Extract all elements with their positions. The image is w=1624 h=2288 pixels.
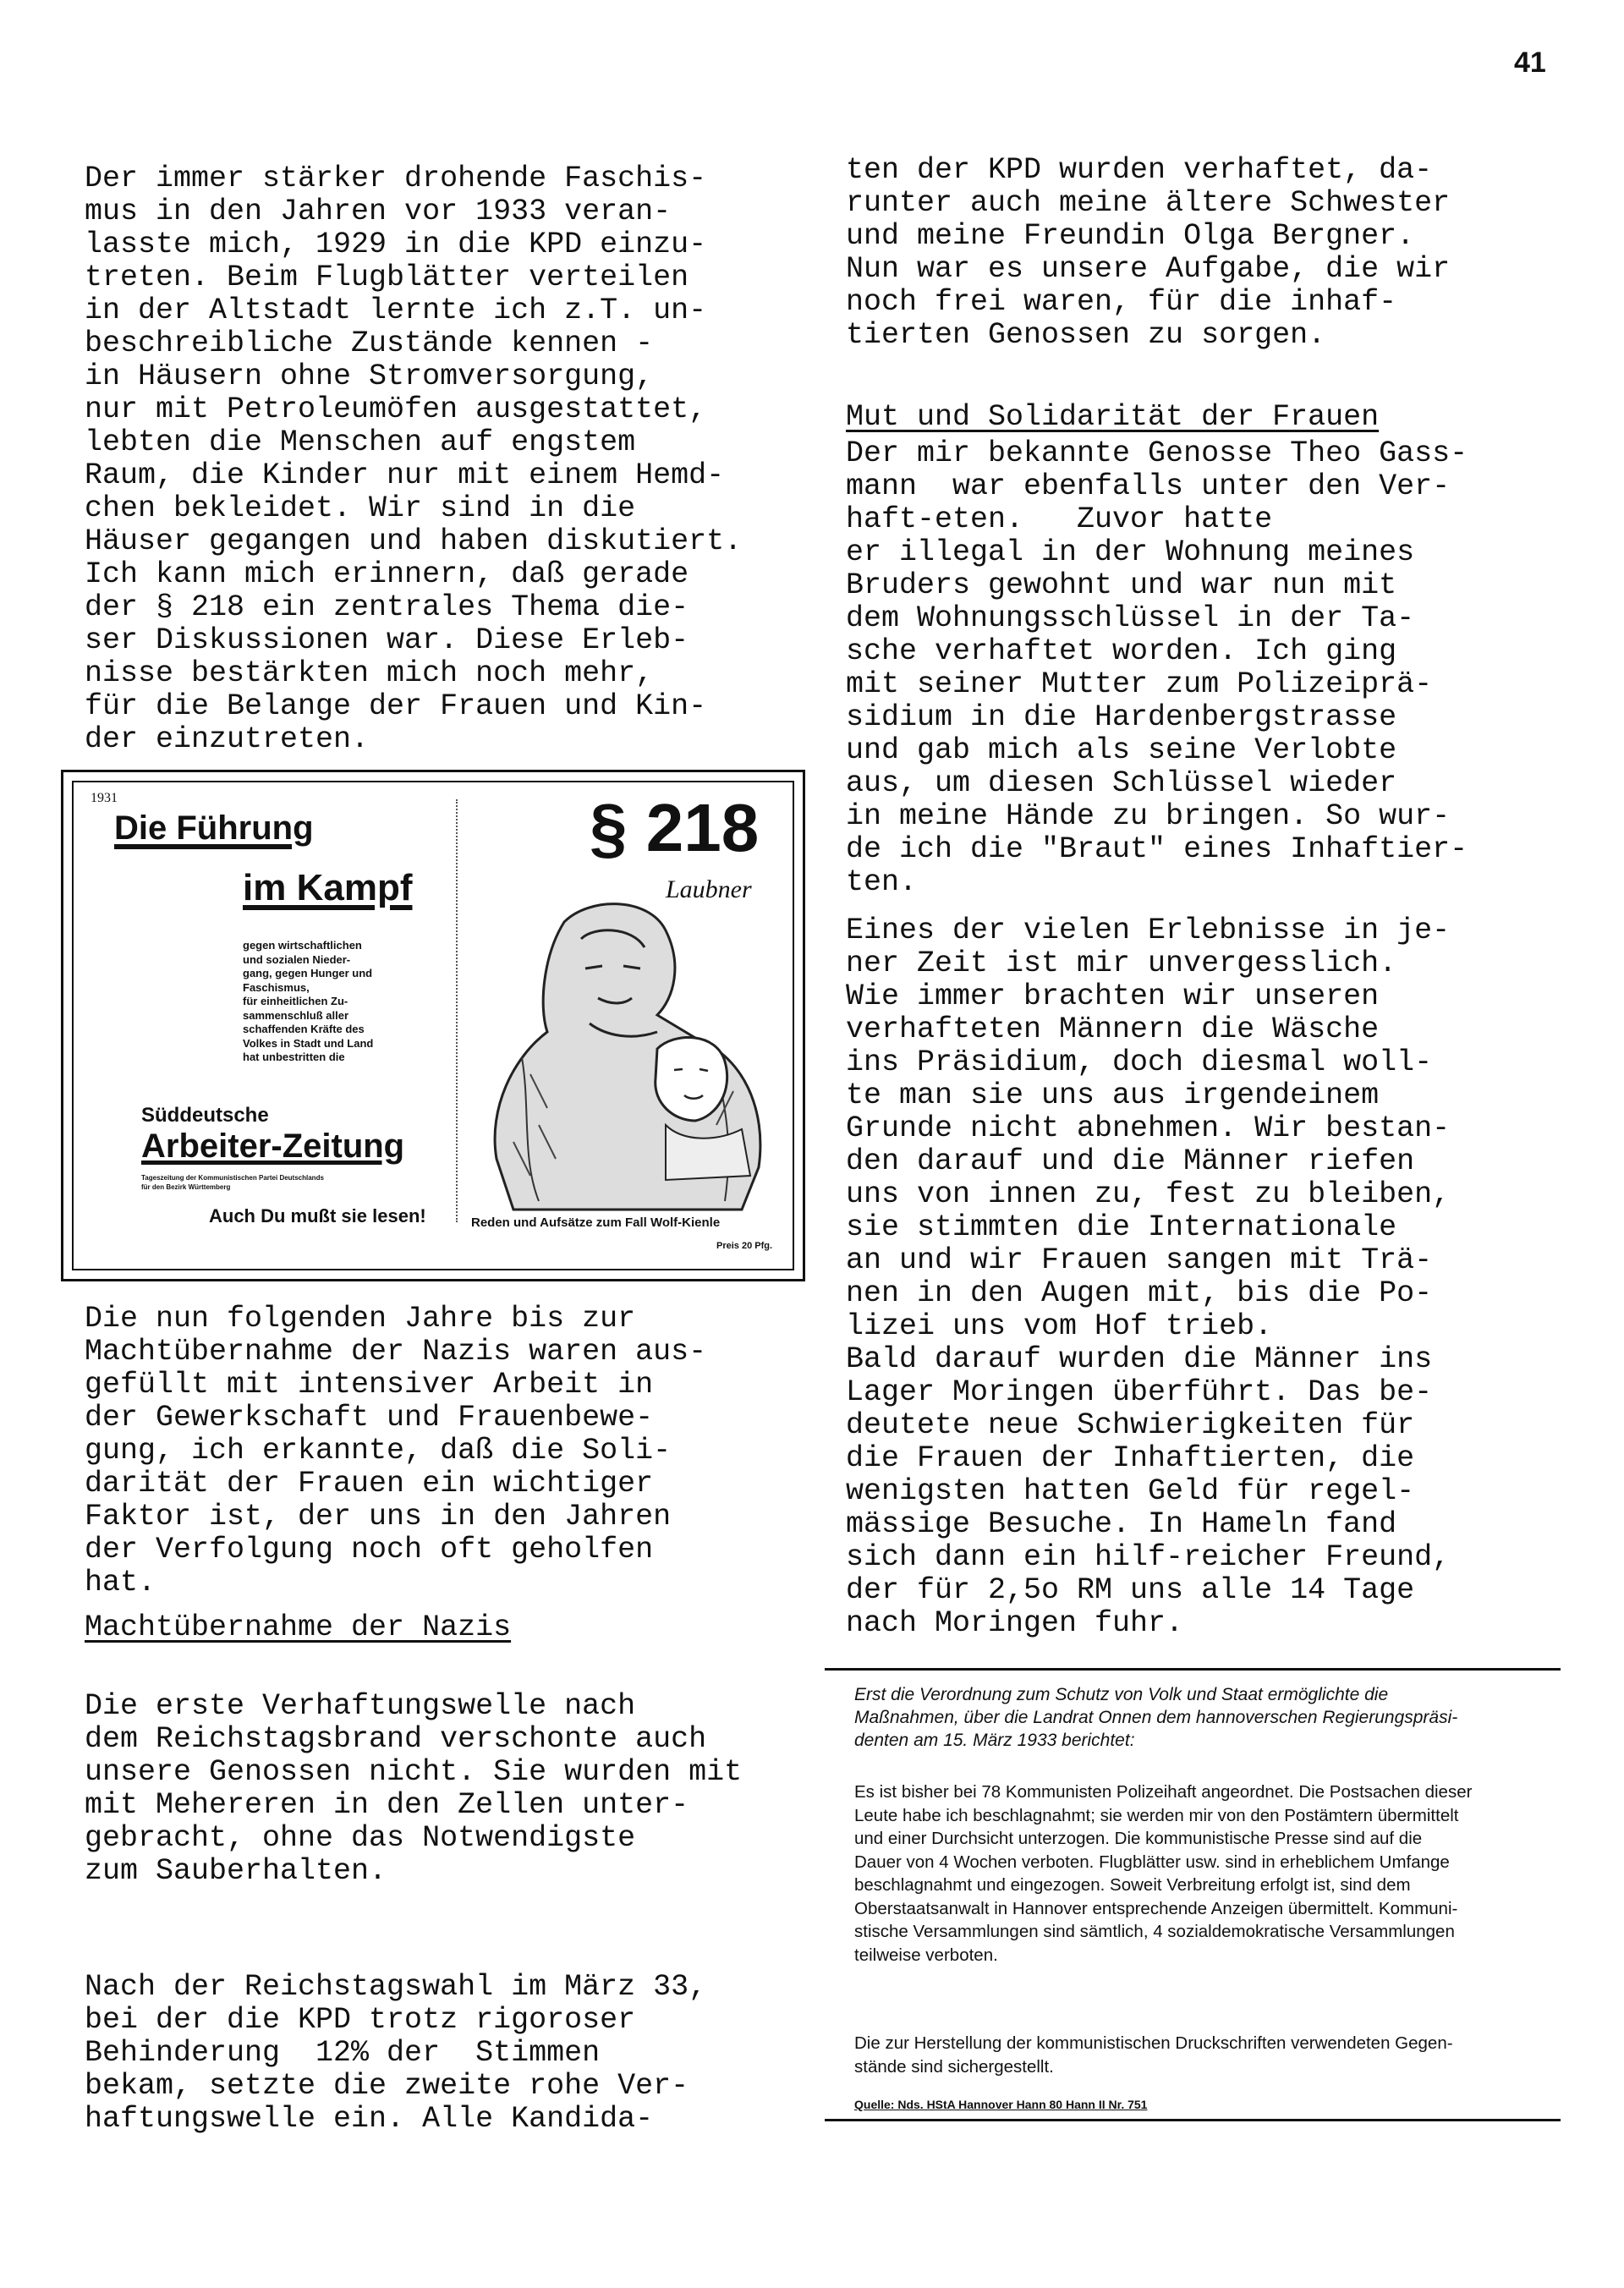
poster-tagline: Tageszeitung der Kommunistischen Partei Deutschlands für den Bezirk Württemberg: [141, 1174, 324, 1191]
left-column-bottom: [85, 1303, 829, 2136]
poster-price: Preis 20 Pfg.: [716, 1241, 773, 1251]
source-report-text-2: Die zur Herstellung der kommunistischen Druckschriften verwendeten Gegen- stände sind sichergestellt.: [854, 2033, 1453, 2077]
years-paragraph: Die nun folgenden Jahre bis zur Machtübernahme der Nazis waren aus- gefüllt mit intensiver Arbeit in der Gewerkschaft und Frauenbewe- gung, ich erkannte, daß die Soli- darität der Frauen ein wichtiger Faktor ist, der uns in den Jahren der Verfolgung noch oft geholfen hat.: [85, 1302, 707, 1599]
poster-image: [61, 770, 805, 1281]
page-number: 41: [1514, 47, 1546, 79]
poster-illustration: [463, 888, 801, 1214]
poster-year: 1931: [91, 791, 118, 805]
election-paragraph: Nach der Reichstagswahl im März 33, bei der die KPD trotz rigoroser Behinderung 12% der Stimmen bekam, setzte die zweite rohe Ver- haftungswelle ein. Alle Kandida-: [85, 1970, 707, 2136]
source-intro: Erst die Verordnung zum Schutz von Volk und Staat ermöglichte die Maßnahmen, über die Landrat Onnen dem hannoverschen Regierungspräsi- denten am 15. März 1933 berichtet:: [854, 1685, 1458, 1750]
poster-small-text: gegen wirtschaftlichen und sozialen Nieder- gang, gegen Hunger und Faschismus, für einheitlichen Zu- sammenschluß aller schaffenden Kräfte des Volkes in Stadt und Land hat unbestritten die: [243, 939, 374, 1063]
source-report-text: Es ist bisher bei 78 Kommunisten Polizeihaft angeordnet. Die Postsachen dieser Leute habe ich beschlagnahmt; sie werden mir von den Postämtern übermittelt und einer Durchsicht unterzogen. Die kommunistische Presse sind auf die Dauer von 4 Wochen verboten. Flugblätter usw. sind in erheblichem Umfange beschlagnahmt und eingezogen. Soweit Verbreitung erfolgt ist, sind dem Oberstaatsanwalt in Hannover entsprechende Anzeigen übermittelt. Kommuni- stische Versammlungen sind sämtlich, 4 sozialdemokratische Versammlungen teilweise verboten.: [854, 1782, 1473, 1965]
poster-newspaper-name-2: Arbeiter-Zeitung: [141, 1128, 405, 1165]
theo-gassmann-paragraph: Der mir bekannte Genosse Theo Gass- mann war ebenfalls unter den Ver- haft-eten. Zuvor hatte er illegal in der Wohnung meines Bruders gewohnt und war nun mit dem Wohnungsschlüssel in der Ta- sche verhaftet worden. Ich ging mit seiner Mutter zum Polizeiprä- sidium in die Hardenbergstrasse und gab mich als seine Verlobte aus, um diesen Schlüssel wieder in meine Hände zu bringen. So wur- de ich die "Braut" eines Inhaftier- ten.: [846, 436, 1468, 899]
experience-paragraph: Eines der vielen Erlebnisse in je- ner Zeit ist mir unvergesslich. Wie immer brachten wir unseren verhafteten Männern die Wäsche ins Präsidium, doch diesmal woll- te man sie uns aus irgendeinem Grunde nicht abnehmen. Wir bestan- den darauf und die Männer riefen uns von innen zu, fest zu bleiben, sie stimmten die Internationale an und wir Frauen sangen mit Trä- nen in den Augen mit, bis die Po- lizei uns vom Hof trieb. Bald darauf wurden die Männer ins Lager Moringen überführt. Das be- deutete neue Schwierigkeiten für die Frauen der Inhaftierten, die wenigsten hatten Geld für regel- mässige Besuche. In Hameln fand sich dann ein hilf-reicher Freund, der für 2,5o RM uns alle 14 Tage nach Moringen fuhr.: [846, 914, 1451, 1640]
poster-divider: [456, 799, 459, 1222]
right-column: [846, 154, 1556, 1640]
poster-headline-2: im Kampf: [243, 867, 413, 908]
left-column-top: [85, 162, 829, 756]
source-box-top-rule: [825, 1668, 1561, 1671]
source-citation: Quelle: Nds. HStA Hannover Hann 80 Hann II Nr. 751: [854, 2098, 1148, 2111]
poster-newspaper-name-1: Süddeutsche: [141, 1104, 269, 1127]
section-heading-mut-solidaritaet: Mut und Solidarität der Frauen: [846, 400, 1380, 434]
poster-signature: Laubner: [666, 875, 752, 903]
arrests-continued-paragraph: ten der KPD wurden verhaftet, da- runter auch meine ältere Schwester und meine Freundin Olga Bergner. Nun war es unsere Aufgabe, die wir noch frei waren, für die inhaf- tierten Genossen zu sorgen.: [846, 153, 1451, 352]
poster-frame: [72, 781, 794, 1270]
poster-reden: Reden und Aufsätze zum Fall Wolf-Kienle: [471, 1215, 721, 1230]
first-arrest-wave-paragraph: Die erste Verhaftungswelle nach dem Reichstagsbrand verschonte auch unsere Genossen nicht. Sie wurden mit mit Mehereren in den Zellen unter- gebracht, ohne das Notwendigste zum Sauberhalten.: [85, 1689, 743, 1888]
intro-paragraph: Der immer stärker drohende Faschis- mus in den Jahren vor 1933 veran- lasste mich, 1929 in die KPD einzu- treten. Beim Flugblätter verteilen in der Altstadt lernte ich z.T. un- beschreibliche Zustände kennen - in Häusern ohne Stromversorgung, nur mit Petroleumöfen ausgestattet, lebten die Menschen auf engstem Raum, die Kinder nur mit einem Hemd- chen bekleidet. Wir sind in die Häuser gegangen und haben diskutiert. Ich kann mich erinnern, daß gerade der § 218 ein zentrales Thema die- ser Diskussionen war. Diese Erleb- nisse bestärkten mich noch mehr, für die Belange der Frauen und Kin- der einzutreten.: [85, 162, 743, 756]
section-heading-machtuebernahme: Machtübernahme der Nazis: [85, 1610, 512, 1644]
source-box-bottom-rule: [825, 2119, 1561, 2121]
poster-headline-1: Die Führung: [114, 809, 314, 847]
poster-paragraph-sign: § 218: [590, 790, 760, 865]
poster-call-to-read: Auch Du mußt sie lesen!: [209, 1205, 426, 1226]
